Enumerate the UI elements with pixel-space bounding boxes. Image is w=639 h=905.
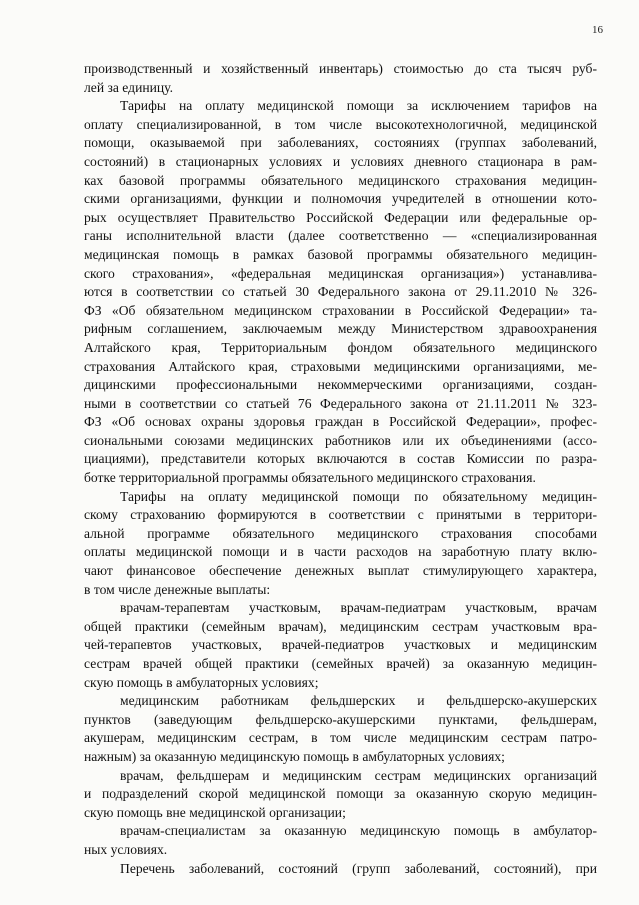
text-line: ФЗ «Об основах охраны здоровья граждан в Российской Федерации», профес-: [84, 414, 597, 430]
text-line: чей-терапевтов участковых, врачей-педиатров участковых и медицинским: [84, 637, 597, 653]
text-line: Тарифы на оплату медицинской помощи за исключением тарифов на: [120, 98, 597, 114]
text-line: медицинская помощь в рамках базовой программы обязательного медицин-: [84, 246, 597, 262]
text-line: состояний) в стационарных условиях и условиях дневного стационара в рам-: [84, 153, 597, 169]
text-line: альной программе обязательного медицинского страхования способами: [84, 525, 597, 541]
page-number: 16: [592, 24, 603, 36]
text-line: ными в соответствии со статьей 76 Федерального закона от 21.11.2011 № 323-: [84, 395, 597, 411]
text-line: Алтайского края, Территориальным фондом обязательного медицинского: [84, 339, 597, 355]
text-line: оплату специализированной, в том числе высокотехнологичной, медицинской: [84, 116, 597, 132]
text-line: ных условиях.: [84, 841, 168, 857]
document-body: [84, 60, 597, 878]
text-line: циациями), представители которых включаются в состав Комиссии по разра-: [84, 451, 597, 467]
text-line: помощи, оказываемой при заболеваниях, состояниях (группах заболеваний,: [84, 135, 597, 151]
text-line: скую помощь вне медицинской организации;: [84, 804, 346, 820]
text-line: лей за единицу.: [84, 79, 173, 95]
text-line: сиональными союзами медицинских работников или их объединениями (ассо-: [84, 432, 597, 448]
text-line: рых осуществляет Правительство Российской Федерации или федеральные ор-: [84, 209, 597, 225]
text-line: Тарифы на оплату медицинской помощи по обязательному медицин-: [120, 488, 597, 504]
text-line: ского страхования», «федеральная медицинская организация») устанавлива-: [84, 265, 597, 281]
text-line: врачам-специалистам за оказанную медицинскую помощь в амбулатор-: [120, 823, 597, 839]
text-line: рифным соглашением, заключаемым между Министерством здравоохранения: [84, 321, 597, 337]
text-line: страхования Алтайского края, страховыми медицинскими организациями, ме-: [84, 358, 597, 374]
text-line: производственный и хозяйственный инвентарь) стоимостью до ста тысяч руб-: [84, 61, 597, 76]
text-line: акушерам, медицинским сестрам, в том числе медицинским сестрам патро-: [84, 730, 597, 746]
text-line: дицинскими профессиональными некоммерческими организациями, создан-: [84, 377, 597, 393]
text-line: и подразделений скорой медицинской помощи за оказанную скорую медицин-: [84, 786, 597, 802]
text-line: врачам-терапевтам участковым, врачам-педиатрам участковым, врачам: [120, 600, 597, 616]
text-line: скому страхованию формируются в соответствии с принятыми в территори-: [84, 507, 597, 523]
text-line: Перечень заболеваний, состояний (групп заболеваний, состояний), при: [120, 860, 597, 876]
text-line: нажным) за оказанную медицинскую помощь в амбулаторных условиях;: [84, 748, 505, 764]
text-line: пунктов (заведующим фельдшерско-акушерскими пунктами, фельдшерам,: [84, 711, 597, 727]
text-line: ботке территориальной программы обязательного медицинского страхования.: [84, 470, 536, 486]
text-line: ФЗ «Об обязательном медицинском страховании в Российской Федерации» та-: [84, 302, 597, 318]
text-line: ются в соответствии со статьей 30 Федерального закона от 29.11.2010 № 326-: [84, 284, 597, 300]
text-line: чают финансовое обеспечение денежных выплат стимулирующего характера,: [84, 563, 597, 579]
text-line: ганы исполнительной власти (далее соответственно — «специализированная: [84, 228, 597, 244]
text-line: скую помощь в амбулаторных условиях;: [84, 674, 319, 690]
text-line: оплаты медицинской помощи и в части расходов на заработную плату вклю-: [84, 544, 597, 560]
text-line: в том числе денежные выплаты:: [84, 581, 271, 597]
text-line: врачам, фельдшерам и медицинским сестрам медицинских организаций: [120, 767, 597, 783]
text-line: медицинским работникам фельдшерских и фельдшерско-акушерских: [120, 693, 597, 709]
text-line: сестрам врачей общей практики (семейных врачей) за оказанную медицин-: [84, 656, 597, 671]
text-line: скими организациями, функции и полномочия учредителей в отношении кото-: [84, 191, 597, 207]
text-line: общей практики (семейным врачам), медицинским сестрам участковым вра-: [84, 618, 597, 634]
text-line: ках базовой программы обязательного медицинского страхования медицин-: [84, 172, 597, 188]
